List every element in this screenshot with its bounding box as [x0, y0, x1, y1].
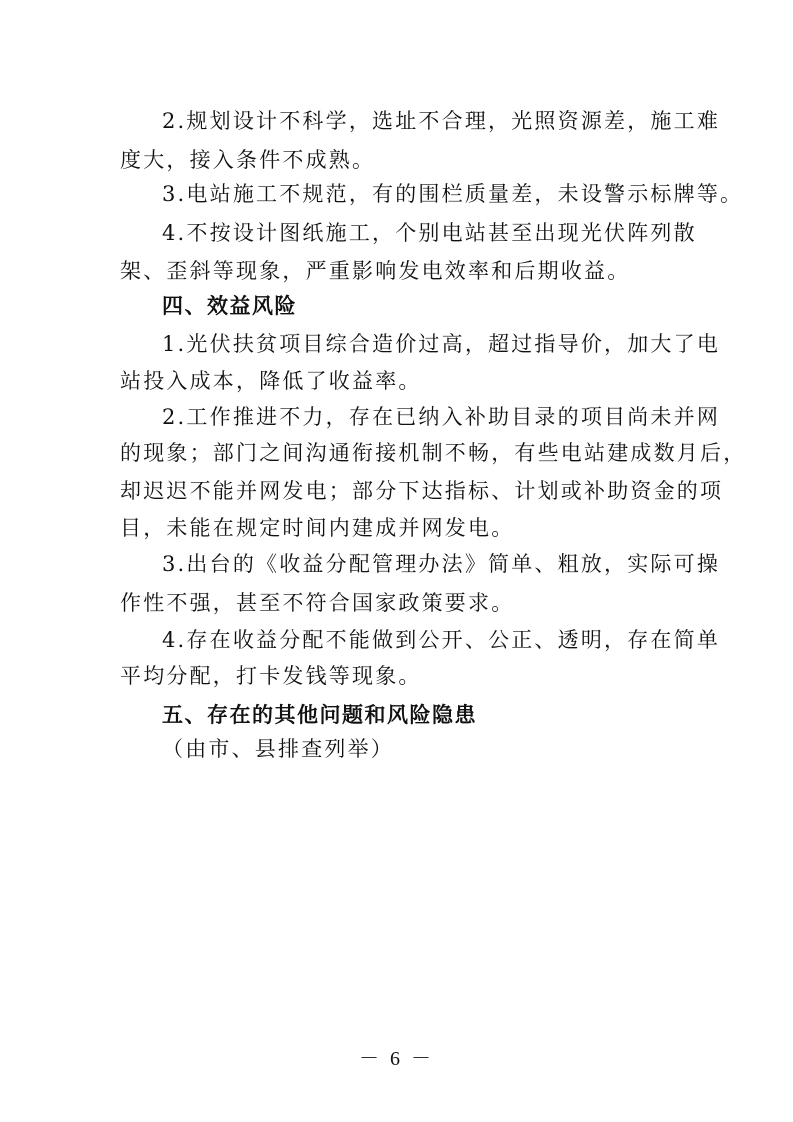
paragraph-line: 2.规划设计不科学，选址不合理，光照资源差，施工难 — [162, 109, 721, 133]
paragraph-line: 的现象；部门之间沟通衔接机制不畅，有些电站建成数月后， — [120, 441, 747, 465]
paragraph-line: 度大，接入条件不成熟。 — [120, 148, 376, 172]
paragraph-line: 2.工作推进不力，存在已纳入补助目录的项目尚未并网 — [162, 405, 721, 429]
paragraph-line: （由市、县排查列举） — [162, 737, 394, 761]
paragraph-line: 目，未能在规定时间内建成并网发电。 — [120, 516, 515, 540]
section-heading: 四、效益风险 — [162, 294, 297, 318]
paragraph-line: 3.电站施工不规范，有的围栏质量差，未设警示标牌等。 — [162, 182, 744, 206]
section-heading: 五、存在的其他问题和风险隐患 — [162, 703, 477, 727]
paragraph-line: 却迟迟不能并网发电；部分下达指标、计划或补助资金的项 — [120, 479, 724, 503]
paragraph-line: 4.不按设计图纸施工，个别电站甚至出现光伏阵列散 — [162, 221, 697, 245]
paragraph-line: 作性不强，甚至不符合国家政策要求。 — [120, 591, 515, 615]
paragraph-line: 平均分配，打卡发钱等现象。 — [120, 664, 422, 688]
paragraph-line: 3.出台的《收益分配管理办法》简单、粗放，实际可操 — [162, 552, 721, 576]
paragraph-line: 站投入成本，降低了收益率。 — [120, 369, 422, 393]
paragraph-line: 架、歪斜等现象，严重影响发电效率和后期收益。 — [120, 259, 631, 283]
paragraph-line: 1.光伏扶贫项目综合造价过高，超过指导价，加大了电 — [162, 332, 721, 356]
paragraph-line: 4.存在收益分配不能做到公开、公正、透明，存在简单 — [162, 628, 721, 652]
page-number: － 6 － — [359, 1048, 434, 1070]
